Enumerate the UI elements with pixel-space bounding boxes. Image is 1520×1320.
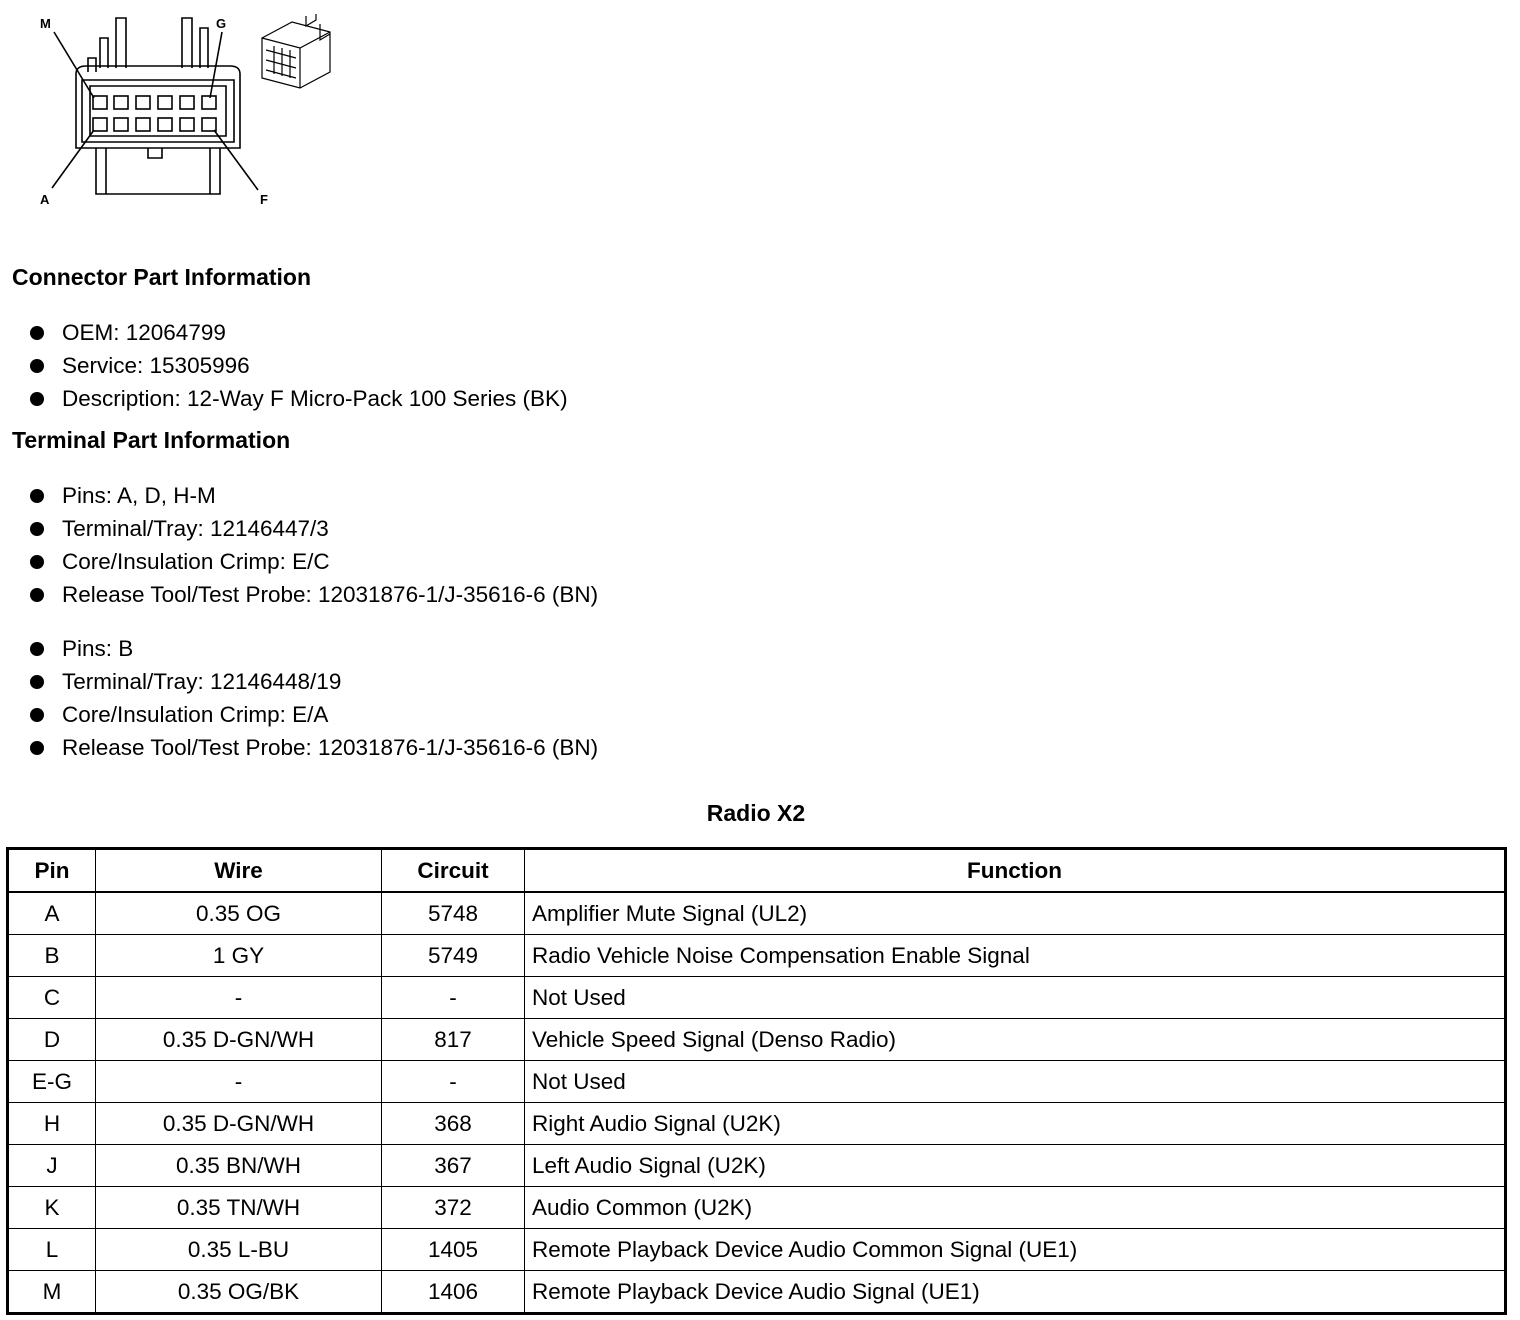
list-item-text: Terminal/Tray: 12146448/19 (62, 669, 342, 694)
list-item (28, 479, 598, 512)
pin-cell: E-G (8, 1061, 96, 1103)
table-row (8, 1145, 1506, 1187)
wire-cell: 0.35 TN/WH (96, 1187, 382, 1229)
circuit-cell: 5749 (382, 935, 525, 977)
list-item (28, 731, 598, 764)
list-item-text: Core/Insulation Crimp: E/A (62, 702, 329, 727)
circuit-cell: - (382, 977, 525, 1019)
list-item-text: Core/Insulation Crimp: E/C (62, 549, 330, 574)
pin-label-f: F (260, 192, 268, 207)
connector-diagram (30, 10, 360, 210)
pin-cell: C (8, 977, 96, 1019)
column-header-function: Function (525, 849, 1506, 893)
terminal-info-list-1 (28, 479, 598, 611)
pin-cell: D (8, 1019, 96, 1061)
list-item (28, 382, 568, 415)
function-cell: Right Audio Signal (U2K) (525, 1103, 1506, 1145)
pinout-table (6, 847, 1507, 1315)
pin-cell: J (8, 1145, 96, 1187)
function-cell: Vehicle Speed Signal (Denso Radio) (525, 1019, 1506, 1061)
column-header-pin: Pin (8, 849, 96, 893)
bullet-icon (30, 522, 44, 536)
circuit-cell: 372 (382, 1187, 525, 1229)
pin-cell: B (8, 935, 96, 977)
connector-info-heading: Connector Part Information (12, 264, 312, 290)
list-item (28, 578, 598, 611)
table-title: Radio X2 (706, 800, 806, 826)
bullet-icon (30, 359, 44, 373)
bullet-icon (30, 708, 44, 722)
list-item-text: Pins: A, D, H-M (62, 483, 216, 508)
function-cell: Not Used (525, 977, 1506, 1019)
bullet-icon (30, 741, 44, 755)
wire-cell: - (96, 977, 382, 1019)
bullet-icon (30, 392, 44, 406)
function-cell: Left Audio Signal (U2K) (525, 1145, 1506, 1187)
list-item (28, 545, 598, 578)
pin-label-a: A (40, 192, 50, 207)
bullet-icon (30, 555, 44, 569)
table-row (8, 1271, 1506, 1314)
pin-cell: M (8, 1271, 96, 1314)
list-item (28, 512, 598, 545)
pin-label-m: M (40, 16, 51, 31)
function-cell: Audio Common (U2K) (525, 1187, 1506, 1229)
table-row (8, 1229, 1506, 1271)
table-row (8, 977, 1506, 1019)
bullet-icon (30, 588, 44, 602)
wire-cell: 0.35 BN/WH (96, 1145, 382, 1187)
circuit-cell: - (382, 1061, 525, 1103)
bullet-icon (30, 675, 44, 689)
column-header-wire: Wire (96, 849, 382, 893)
list-item-text: Release Tool/Test Probe: 12031876-1/J-35616-6 (BN) (62, 735, 599, 760)
circuit-cell: 368 (382, 1103, 525, 1145)
list-item-text: Pins: B (62, 636, 134, 661)
circuit-cell: 1405 (382, 1229, 525, 1271)
list-item (28, 698, 598, 731)
bullet-icon (30, 642, 44, 656)
list-item (28, 349, 568, 382)
connector-3d-icon (262, 14, 330, 88)
list-item-text: OEM: 12064799 (62, 320, 226, 345)
bullet-icon (30, 489, 44, 503)
circuit-cell: 5748 (382, 892, 525, 935)
table-row (8, 1103, 1506, 1145)
function-cell: Not Used (525, 1061, 1506, 1103)
wire-cell: 0.35 L-BU (96, 1229, 382, 1271)
wire-cell: 0.35 D-GN/WH (96, 1019, 382, 1061)
list-item (28, 665, 598, 698)
function-cell: Radio Vehicle Noise Compensation Enable Signal (525, 935, 1506, 977)
table-header-row (8, 849, 1506, 893)
pin-cell: L (8, 1229, 96, 1271)
terminal-info-heading: Terminal Part Information (12, 427, 291, 453)
pin-cell: H (8, 1103, 96, 1145)
wire-cell: - (96, 1061, 382, 1103)
list-item-text: Release Tool/Test Probe: 12031876-1/J-35616-6 (BN) (62, 582, 599, 607)
table-row (8, 1187, 1506, 1229)
pin-label-g: G (216, 16, 227, 31)
function-cell: Remote Playback Device Audio Signal (UE1) (525, 1271, 1506, 1314)
list-item-text: Description: 12-Way F Micro-Pack 100 Series (BK) (62, 386, 568, 411)
circuit-cell: 1406 (382, 1271, 525, 1314)
bullet-icon (30, 326, 44, 340)
table-row (8, 892, 1506, 935)
pin-cell: A (8, 892, 96, 935)
list-item (28, 632, 598, 665)
pin-cell: K (8, 1187, 96, 1229)
wire-cell: 0.35 D-GN/WH (96, 1103, 382, 1145)
wire-cell: 0.35 OG (96, 892, 382, 935)
list-item (28, 316, 568, 349)
list-item-text: Service: 15305996 (62, 353, 250, 378)
table-row (8, 935, 1506, 977)
table-row (8, 1061, 1506, 1103)
column-header-circuit: Circuit (382, 849, 525, 893)
table-row (8, 1019, 1506, 1061)
wire-cell: 0.35 OG/BK (96, 1271, 382, 1314)
list-item-text: Terminal/Tray: 12146447/3 (62, 516, 329, 541)
wire-cell: 1 GY (96, 935, 382, 977)
function-cell: Amplifier Mute Signal (UL2) (525, 892, 1506, 935)
circuit-cell: 817 (382, 1019, 525, 1061)
circuit-cell: 367 (382, 1145, 525, 1187)
terminal-info-list-2 (28, 632, 598, 764)
function-cell: Remote Playback Device Audio Common Signal (UE1) (525, 1229, 1506, 1271)
connector-info-list (28, 316, 568, 415)
